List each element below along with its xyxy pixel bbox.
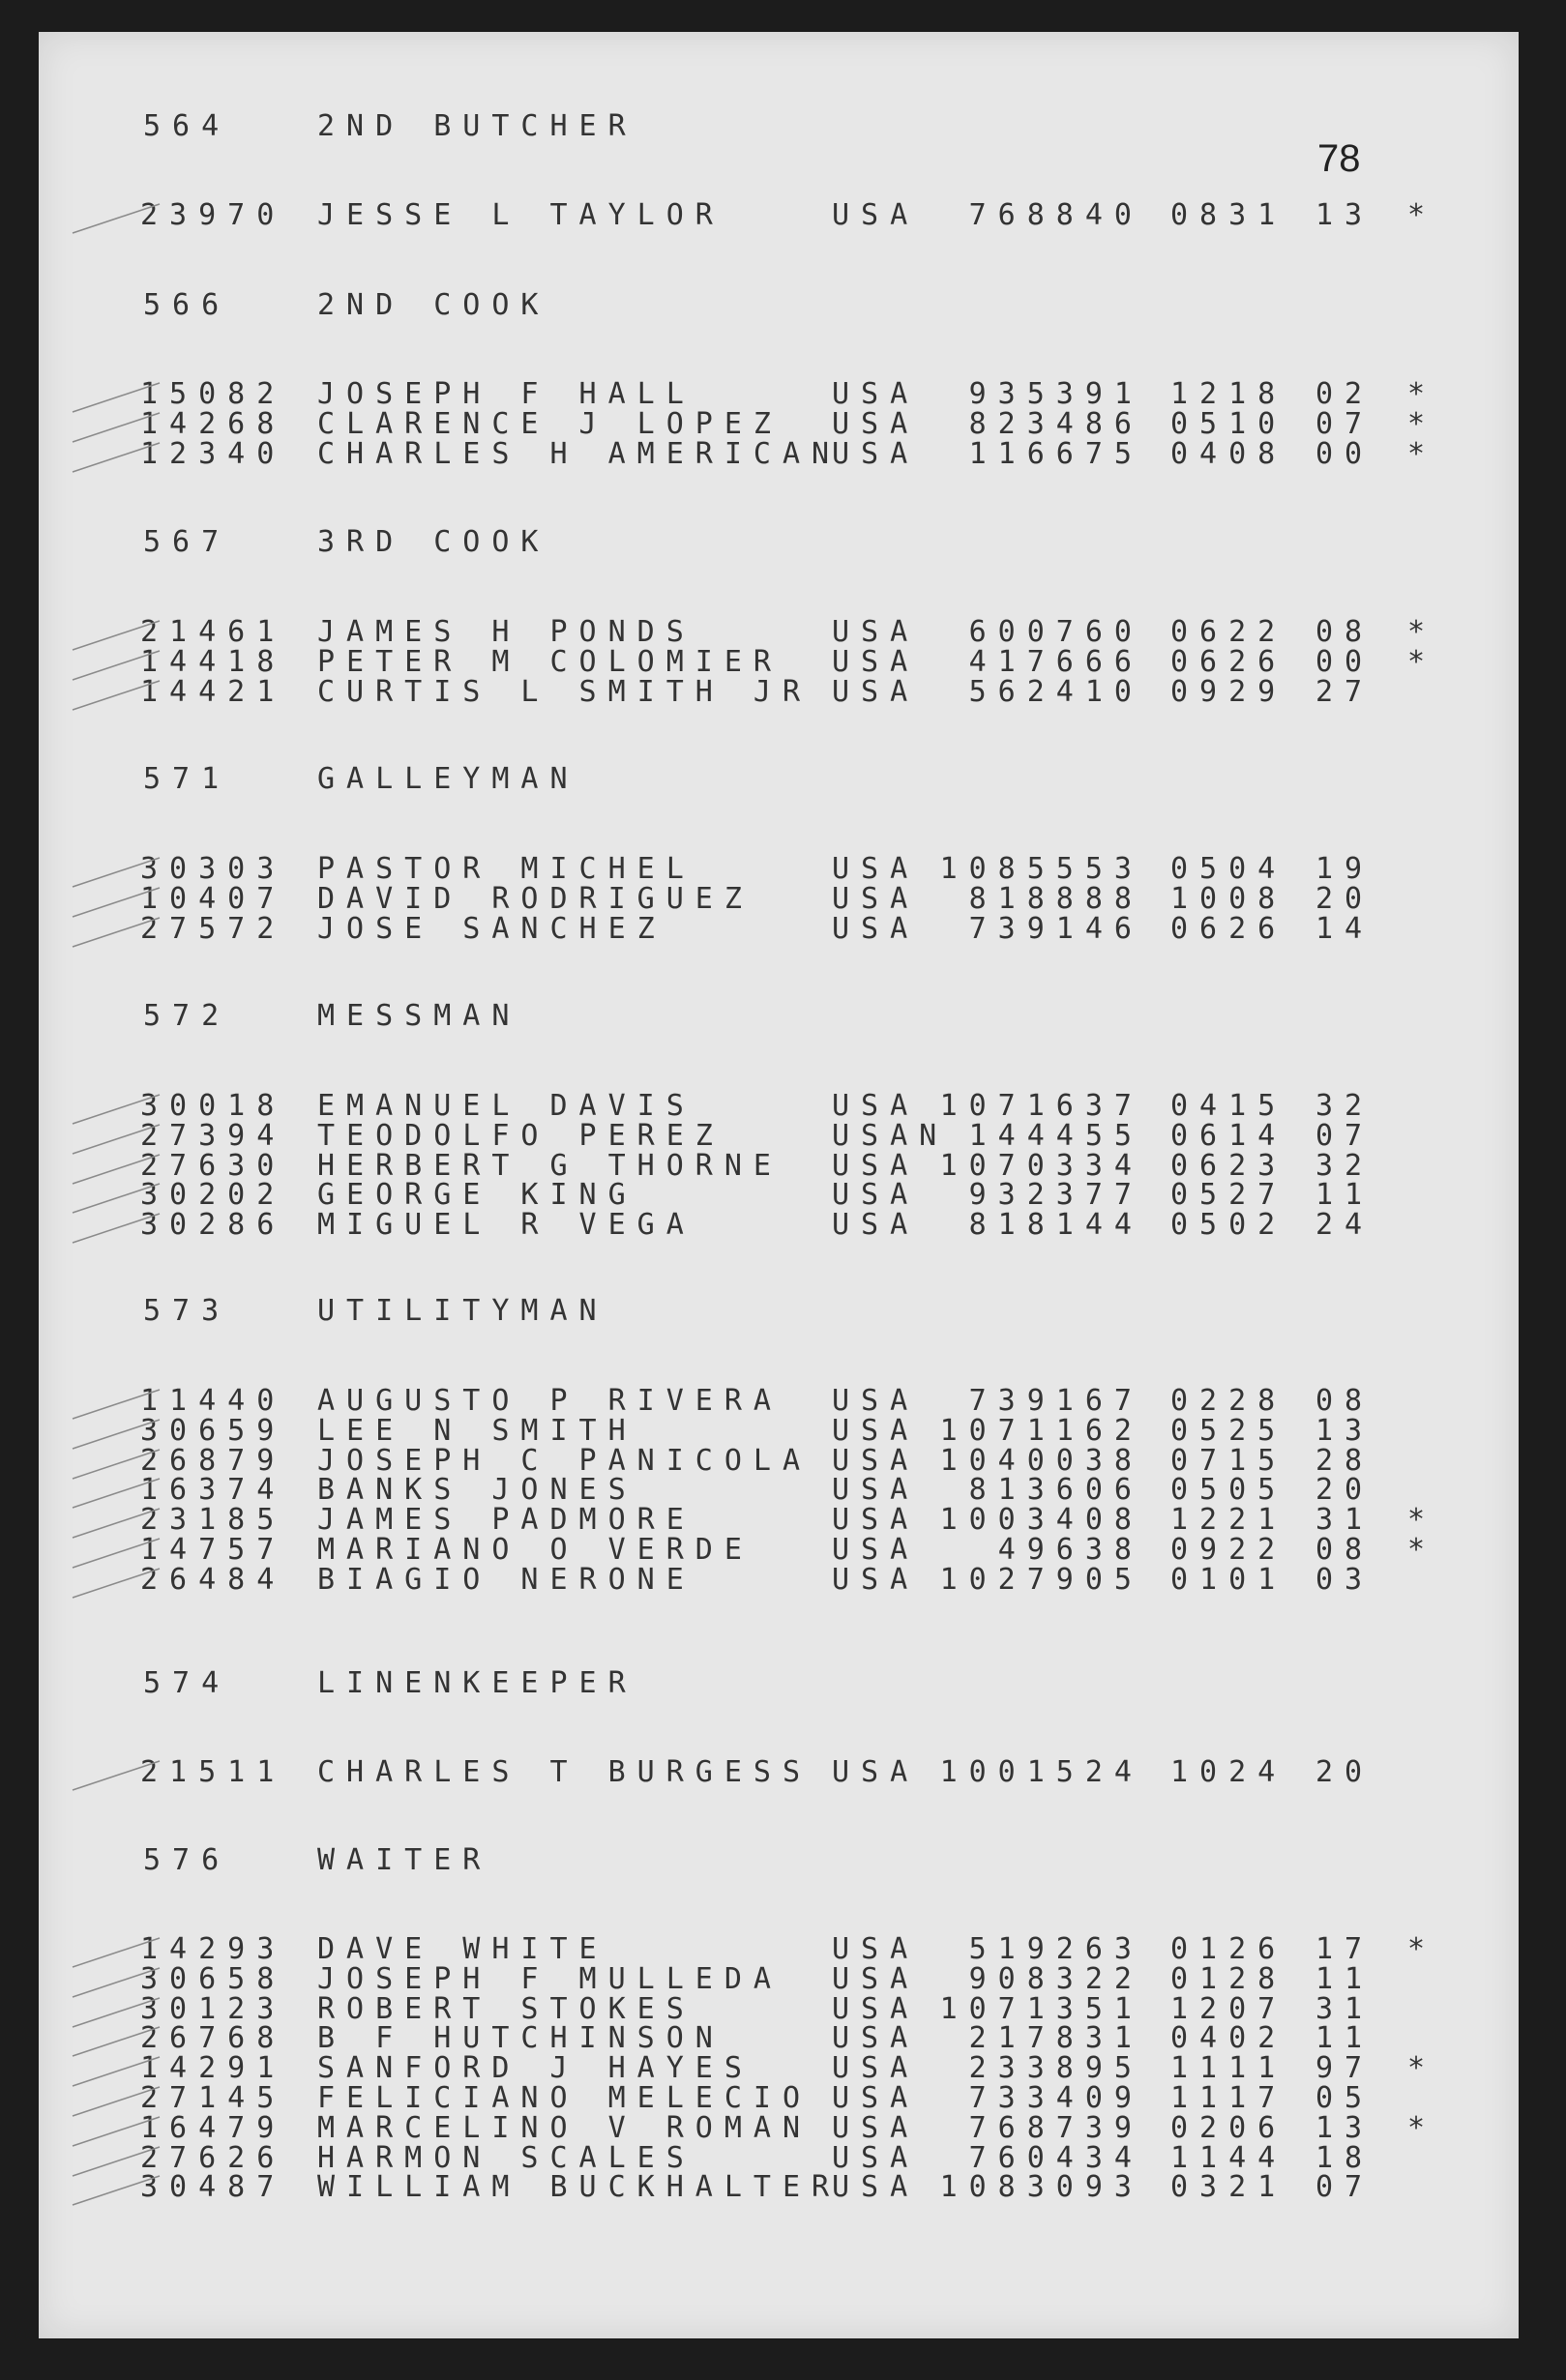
asterisk-mark: * [1407,615,1437,649]
book-number: 15082 [140,377,286,411]
rating-code: 574 [143,1666,231,1700]
record-number: 1001524 [939,1755,1143,1789]
rating-code: 572 [143,999,231,1033]
book-number: 30018 [140,1089,286,1123]
book-number: 27626 [140,2141,286,2175]
date-code: 0831 [1170,198,1287,232]
date-code: 0206 [1170,2111,1287,2145]
citizenship: USA [832,1992,920,2026]
asterisk-mark: * [1407,377,1437,411]
date-code: 1117 [1170,2081,1287,2115]
seaman-name: JOSE SANCHEZ [317,912,666,946]
pencil-tick-mark [73,1761,160,1790]
pencil-tick-mark [73,1450,160,1479]
seaman-name: TEODOLFO PEREZ [317,1119,724,1153]
year-code: 11 [1315,1178,1374,1212]
citizenship: USA [832,615,920,649]
seaman-name: BIAGIO NERONE [317,1563,695,1597]
year-code: 31 [1315,1992,1374,2026]
book-number: 14268 [140,407,286,441]
pencil-tick-mark [73,413,160,442]
year-code: 03 [1315,1563,1374,1597]
record-number: 932377 [968,1178,1143,1212]
year-code: 11 [1315,2021,1374,2055]
record-number: 1071637 [939,1089,1143,1123]
book-number: 30487 [140,2170,286,2204]
year-code: 32 [1315,1149,1374,1183]
year-code: 28 [1315,1444,1374,1478]
date-code: 0527 [1170,1178,1287,1212]
date-code: 0505 [1170,1473,1287,1507]
record-number: 144455 [968,1119,1143,1153]
book-number: 14418 [140,645,286,679]
date-code: 0101 [1170,1563,1287,1597]
rating-code: 566 [143,288,231,322]
rating-title: WAITER [317,1843,492,1877]
citizenship: USA [832,2170,920,2204]
record-number: 813606 [968,1473,1143,1507]
year-code: 20 [1315,882,1374,916]
citizenship: USA [832,1149,920,1183]
seaman-name: CURTIS L SMITH JR [317,675,813,709]
book-number: 14291 [140,2051,286,2085]
pencil-tick-mark [73,1125,160,1154]
year-code: 13 [1315,198,1374,232]
pencil-tick-mark [73,1938,160,1967]
record-number: 935391 [968,377,1143,411]
date-code: 0922 [1170,1533,1287,1567]
record-number: 768739 [968,2111,1143,2145]
pencil-tick-mark [73,681,160,710]
year-code: 05 [1315,2081,1374,2115]
date-code: 1218 [1170,377,1287,411]
record-number: 739146 [968,912,1143,946]
seaman-name: JAMES PADMORE [317,1503,695,1537]
record-number: 417666 [968,645,1143,679]
book-number: 27394 [140,1119,286,1153]
date-code: 1207 [1170,1992,1287,2026]
citizenship: USA [832,1755,920,1789]
pencil-tick-mark [73,1184,160,1213]
date-code: 0715 [1170,1444,1287,1478]
pencil-tick-mark [73,204,160,233]
date-code: 1024 [1170,1755,1287,1789]
book-number: 14757 [140,1533,286,1567]
date-code: 0510 [1170,407,1287,441]
year-code: 00 [1315,437,1374,471]
record-number: 739167 [968,1384,1143,1418]
seaman-name: FELICIANO MELECIO [317,2081,813,2115]
pencil-tick-mark [73,651,160,680]
pencil-tick-mark [73,2027,160,2056]
date-code: 1008 [1170,882,1287,916]
seaman-name: HERBERT G THORNE [317,1149,783,1183]
asterisk-mark: * [1407,2051,1437,2085]
book-number: 30658 [140,1962,286,1996]
book-number: 27145 [140,2081,286,2115]
record-number: 1083093 [939,2170,1143,2204]
citizenship: USA [832,882,920,916]
book-number: 26879 [140,1444,286,1478]
date-code: 0228 [1170,1384,1287,1418]
book-number: 30286 [140,1208,286,1242]
citizenship: USA [832,1384,920,1418]
date-code: 0402 [1170,2021,1287,2055]
seaman-name: CHARLES T BURGESS [317,1755,813,1789]
year-code: 08 [1315,1533,1374,1567]
year-code: 02 [1315,377,1374,411]
date-code: 1111 [1170,2051,1287,2085]
book-number: 21511 [140,1755,286,1789]
asterisk-mark: * [1407,2111,1437,2145]
year-code: 08 [1315,615,1374,649]
book-number: 16374 [140,1473,286,1507]
citizenship: USA [832,437,920,471]
seaman-name: CHARLES H AMERICAN [317,437,842,471]
pencil-tick-mark [73,888,160,917]
pencil-tick-mark [73,2117,160,2146]
record-number: 1071162 [939,1414,1143,1448]
rating-code: 571 [143,762,231,796]
pencil-tick-mark [73,1420,160,1449]
pencil-tick-mark [73,1390,160,1419]
record-number: 600760 [968,615,1143,649]
seaman-name: JAMES H PONDS [317,615,695,649]
year-code: 11 [1315,1962,1374,1996]
rating-title: 2ND BUTCHER [317,109,637,143]
rating-title: UTILITYMAN [317,1294,608,1328]
seaman-name: BANKS JONES [317,1473,637,1507]
date-code: 1144 [1170,2141,1287,2175]
seaman-name: AUGUSTO P RIVERA [317,1384,783,1418]
citizenship: USA [832,407,920,441]
citizenship: USA [832,1208,920,1242]
citizenship: USA [832,2141,920,2175]
year-code: 18 [1315,2141,1374,2175]
citizenship: USA [832,912,920,946]
seaman-name: JESSE L TAYLOR [317,198,724,232]
book-number: 30123 [140,1992,286,2026]
seaman-name: B F HUTCHINSON [317,2021,724,2055]
asterisk-mark: * [1407,407,1437,441]
seaman-name: DAVID RODRIGUEZ [317,882,753,916]
book-number: 30659 [140,1414,286,1448]
date-code: 0626 [1170,912,1287,946]
asterisk-mark: * [1407,1503,1437,1537]
date-code: 0502 [1170,1208,1287,1242]
citizenship: USA [832,2111,920,2145]
record-number: 217831 [968,2021,1143,2055]
date-code: 0929 [1170,675,1287,709]
asterisk-mark: * [1407,198,1437,232]
citizenship: USA [832,675,920,709]
pencil-tick-mark [73,1968,160,1997]
year-code: 07 [1315,2170,1374,2204]
book-number: 14421 [140,675,286,709]
date-code: 0321 [1170,2170,1287,2204]
pencil-tick-mark [73,1569,160,1598]
rating-title: MESSMAN [317,999,521,1033]
asterisk-mark: * [1407,1932,1437,1966]
citizenship: USA [832,1444,920,1478]
date-code: 0504 [1170,852,1287,886]
rating-code: 564 [143,109,231,143]
book-number: 26484 [140,1563,286,1597]
book-number: 30303 [140,852,286,886]
citizenship: USAN [832,1119,949,1153]
seaman-name: SANFORD J HAYES [317,2051,753,2085]
pencil-tick-mark [73,1155,160,1184]
record-number: 818144 [968,1208,1143,1242]
record-number: 768840 [968,198,1143,232]
page-number: 78 [1317,137,1361,180]
pencil-tick-mark [73,2176,160,2205]
seaman-name: JOSEPH C PANICOLA [317,1444,813,1478]
citizenship: USA [832,2081,920,2115]
year-code: 97 [1315,2051,1374,2085]
record-number: 1085553 [939,852,1143,886]
seaman-name: PASTOR MICHEL [317,852,695,886]
citizenship: USA [832,1563,920,1597]
citizenship: USA [832,1178,920,1212]
record-number: 562410 [968,675,1143,709]
pencil-tick-mark [73,1539,160,1568]
book-number: 21461 [140,615,286,649]
citizenship: USA [832,1503,920,1537]
seaman-name: MIGUEL R VEGA [317,1208,695,1242]
pencil-tick-mark [73,383,160,412]
date-code: 0623 [1170,1149,1287,1183]
record-number: 519263 [968,1932,1143,1966]
pencil-tick-mark [73,1509,160,1538]
record-number: 908322 [968,1962,1143,1996]
seaman-name: JOSEPH F HALL [317,377,695,411]
year-code: 24 [1315,1208,1374,1242]
citizenship: USA [832,377,920,411]
pencil-tick-mark [73,2087,160,2116]
record-number: 760434 [968,2141,1143,2175]
record-number: 233895 [968,2051,1143,2085]
pencil-tick-mark [73,918,160,947]
book-number: 14293 [140,1932,286,1966]
seaman-name: JOSEPH F MULLEDA [317,1962,783,1996]
seaman-name: ROBERT STOKES [317,1992,695,2026]
record-number: 116675 [968,437,1143,471]
record-number: 49638 [997,1533,1143,1567]
book-number: 27572 [140,912,286,946]
date-code: 0622 [1170,615,1287,649]
year-code: 07 [1315,1119,1374,1153]
record-number: 1040038 [939,1444,1143,1478]
book-number: 23185 [140,1503,286,1537]
book-number: 23970 [140,198,286,232]
pencil-tick-mark [73,2147,160,2176]
pencil-tick-mark [73,621,160,650]
pencil-tick-mark [73,1998,160,2027]
book-number: 26768 [140,2021,286,2055]
year-code: 20 [1315,1473,1374,1507]
asterisk-mark: * [1407,437,1437,471]
year-code: 13 [1315,2111,1374,2145]
citizenship: USA [832,852,920,886]
record-number: 1071351 [939,1992,1143,2026]
date-code: 0126 [1170,1932,1287,1966]
record-number: 823486 [968,407,1143,441]
citizenship: USA [832,1089,920,1123]
rating-title: LINENKEEPER [317,1666,637,1700]
date-code: 0408 [1170,437,1287,471]
year-code: 19 [1315,852,1374,886]
pencil-tick-mark [73,1479,160,1508]
rating-title: 3RD COOK [317,525,550,559]
citizenship: USA [832,1962,920,1996]
citizenship: USA [832,198,920,232]
year-code: 31 [1315,1503,1374,1537]
seaman-name: EMANUEL DAVIS [317,1089,695,1123]
citizenship: USA [832,645,920,679]
seaman-name: CLARENCE J LOPEZ [317,407,783,441]
book-number: 10407 [140,882,286,916]
rating-code: 573 [143,1294,231,1328]
year-code: 32 [1315,1089,1374,1123]
record-number: 1027905 [939,1563,1143,1597]
rating-code: 576 [143,1843,231,1877]
date-code: 0626 [1170,645,1287,679]
year-code: 14 [1315,912,1374,946]
rating-title: 2ND COOK [317,288,550,322]
book-number: 27630 [140,1149,286,1183]
year-code: 00 [1315,645,1374,679]
asterisk-mark: * [1407,645,1437,679]
book-number: 12340 [140,437,286,471]
rating-title: GALLEYMAN [317,762,579,796]
record-number: 818888 [968,882,1143,916]
pencil-tick-mark [73,1095,160,1124]
citizenship: USA [832,1533,920,1567]
citizenship: USA [832,2051,920,2085]
pencil-tick-mark [73,858,160,887]
seaman-name: WILLIAM BUCKHALTER [317,2170,842,2204]
date-code: 0128 [1170,1962,1287,1996]
date-code: 0415 [1170,1089,1287,1123]
year-code: 20 [1315,1755,1374,1789]
year-code: 13 [1315,1414,1374,1448]
seaman-name: HARMON SCALES [317,2141,695,2175]
year-code: 08 [1315,1384,1374,1418]
book-number: 11440 [140,1384,286,1418]
seaman-name: MARCELINO V ROMAN [317,2111,813,2145]
year-code: 07 [1315,407,1374,441]
seaman-name: LEE N SMITH [317,1414,637,1448]
asterisk-mark: * [1407,1533,1437,1567]
citizenship: USA [832,1473,920,1507]
date-code: 0525 [1170,1414,1287,1448]
seaman-name: MARIANO O VERDE [317,1533,753,1567]
pencil-tick-mark [73,443,160,472]
pencil-tick-mark [73,2057,160,2086]
year-code: 17 [1315,1932,1374,1966]
book-number: 16479 [140,2111,286,2145]
seaman-name: PETER M COLOMIER [317,645,783,679]
pencil-tick-mark [73,1214,160,1243]
date-code: 0614 [1170,1119,1287,1153]
record-number: 1070334 [939,1149,1143,1183]
citizenship: USA [832,2021,920,2055]
rating-code: 567 [143,525,231,559]
record-number: 1003408 [939,1503,1143,1537]
record-number: 733409 [968,2081,1143,2115]
date-code: 1221 [1170,1503,1287,1537]
year-code: 27 [1315,675,1374,709]
book-number: 30202 [140,1178,286,1212]
seaman-name: DAVE WHITE [317,1932,608,1966]
seaman-name: GEORGE KING [317,1178,637,1212]
citizenship: USA [832,1414,920,1448]
citizenship: USA [832,1932,920,1966]
